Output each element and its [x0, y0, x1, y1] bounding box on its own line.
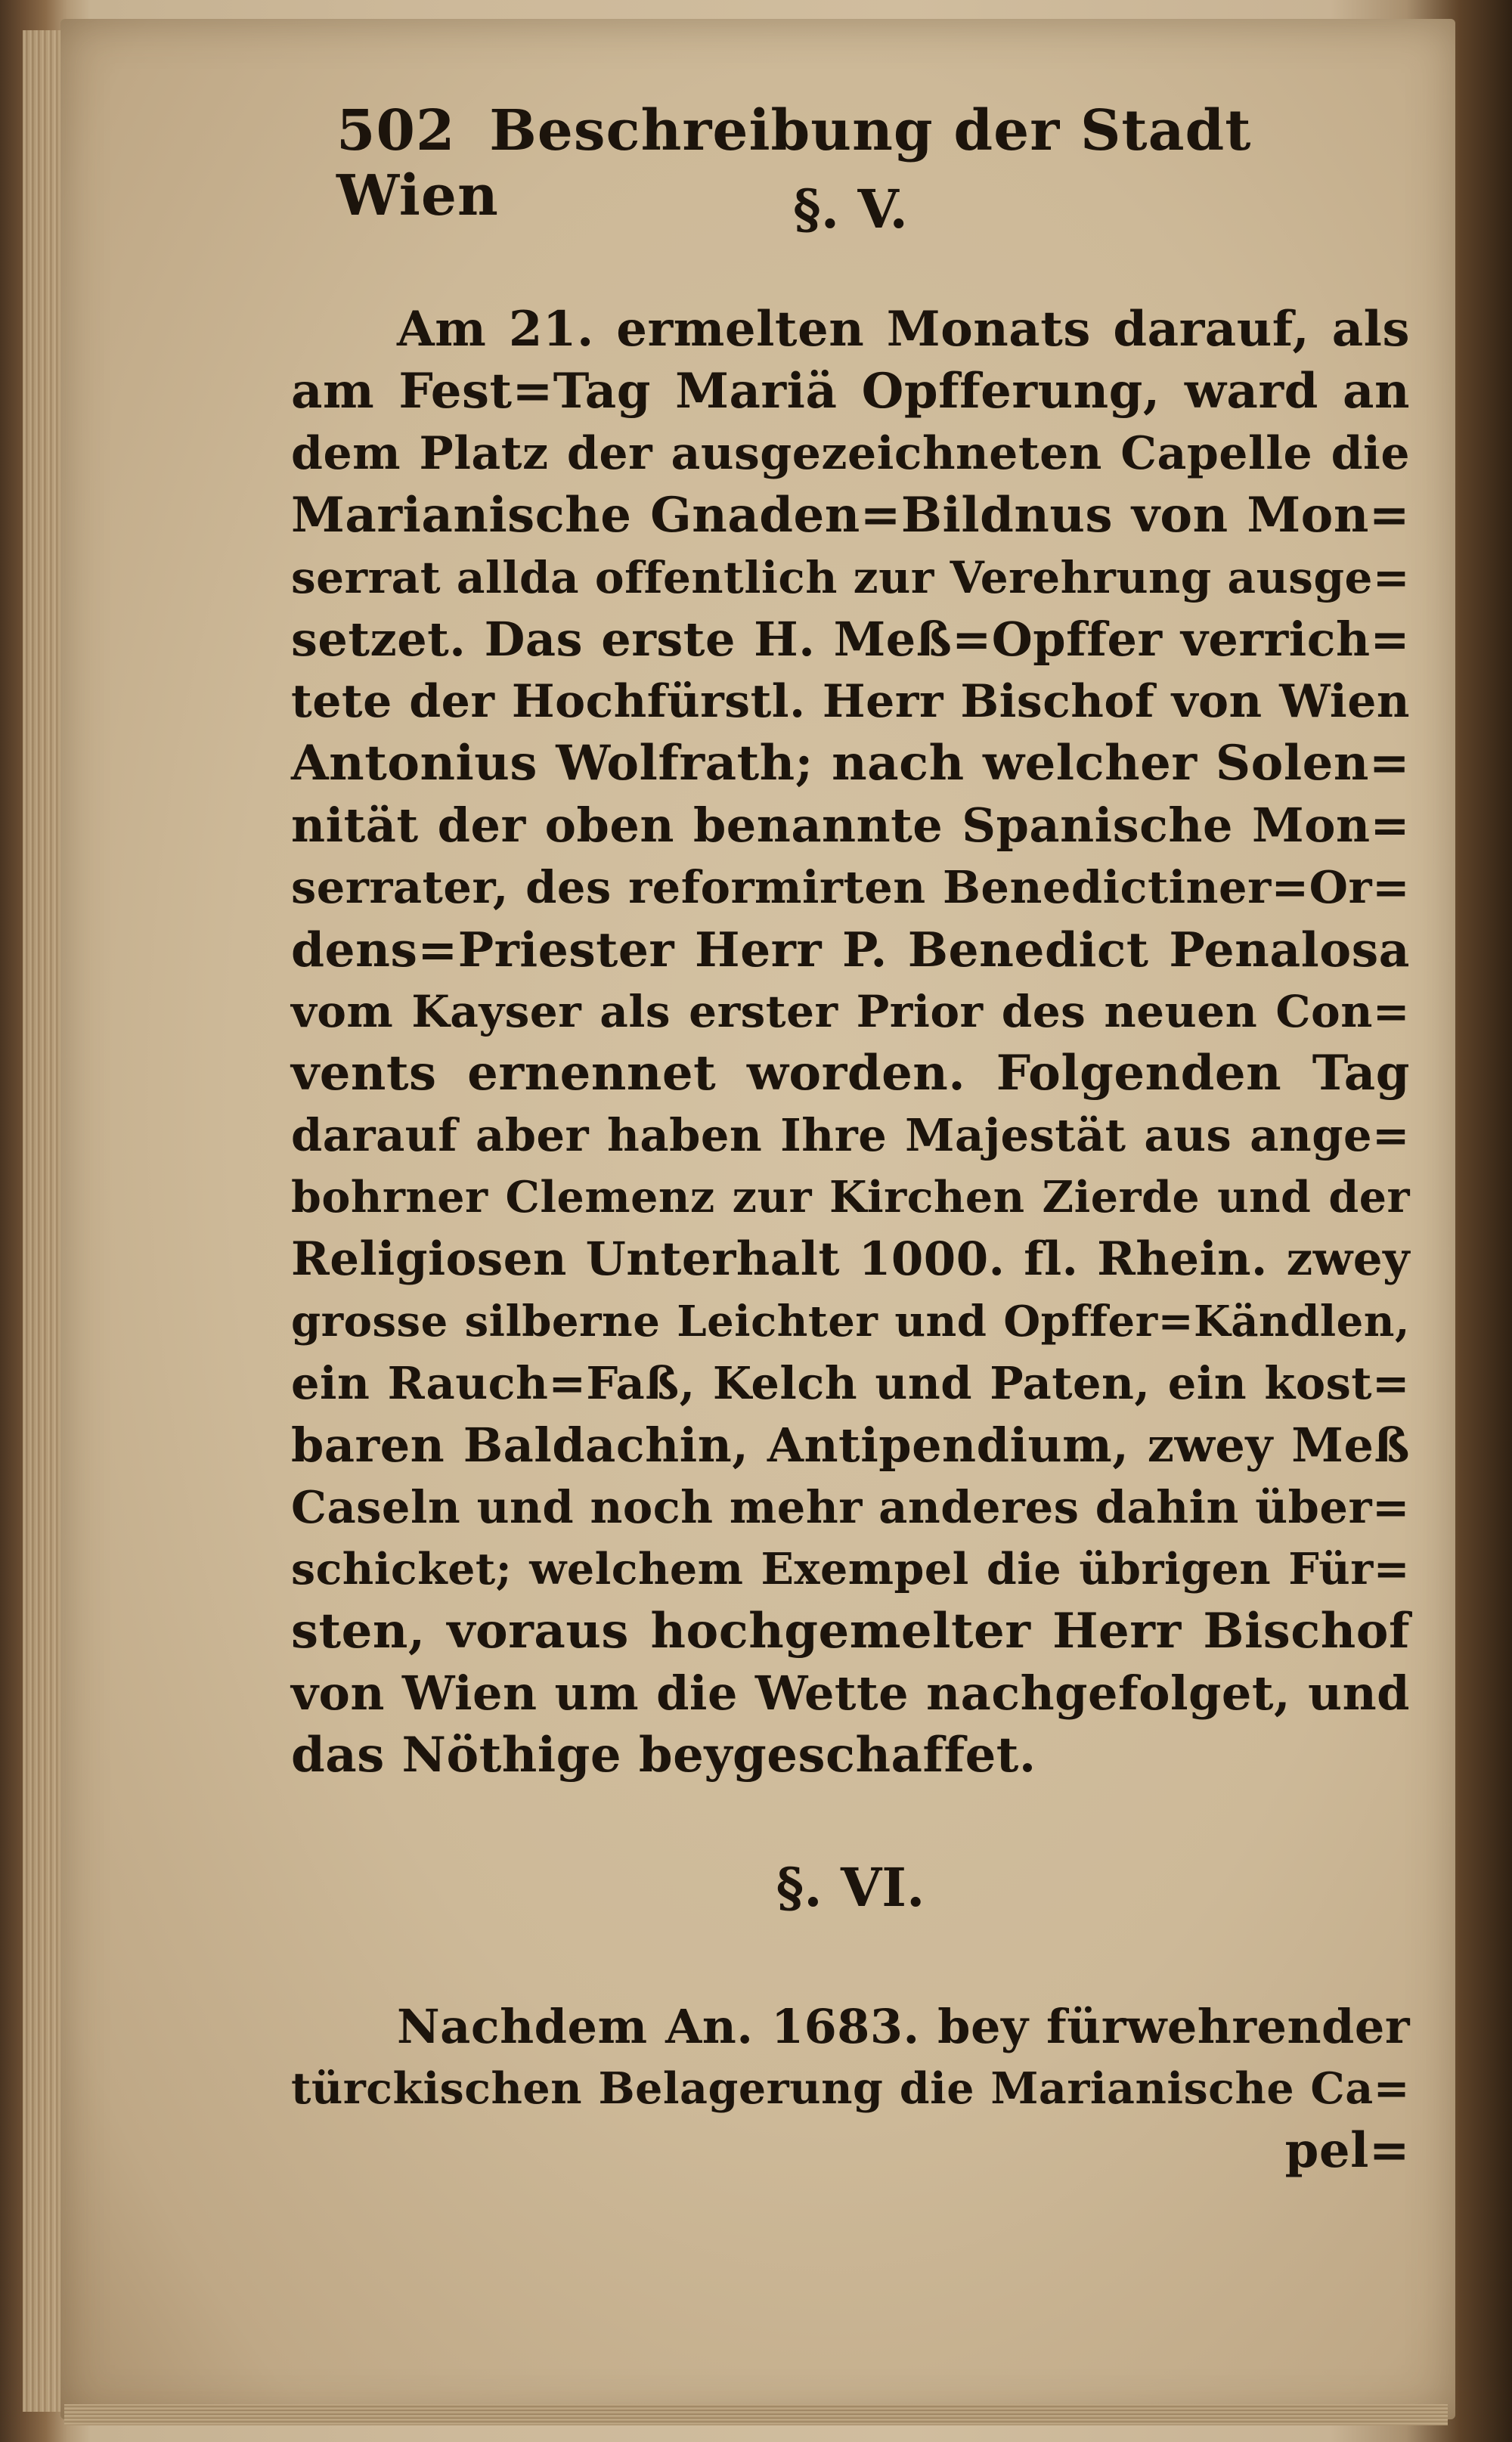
text-line: am Fest=Tag Mariä Opfferung, ward an	[291, 363, 1410, 420]
text-line: ein Rauch=Faß, Kelch und Paten, ein kost=	[291, 1357, 1410, 1409]
text-line: grosse silberne Leichter und Opffer=Kändlen,	[291, 1297, 1410, 1347]
text-line: serrat allda offentlich zur Verehrung ausge=	[291, 552, 1410, 603]
text-line: Caseln und noch mehr anderes dahin über=	[291, 1481, 1410, 1533]
section-vi-body	[291, 1996, 1410, 2182]
page-stack-edge-bottom	[64, 2404, 1448, 2425]
text-line: Marianische Gnaden=Bildnus von Mon=	[291, 487, 1410, 544]
text-line: nität der oben benannte Spanische Mon=	[291, 798, 1410, 853]
section-v-body	[291, 299, 1410, 1787]
page-number: 502	[336, 98, 456, 163]
running-title: Beschreibung der Stadt Wien	[336, 98, 1252, 228]
text-line: tete der Hochfürstl. Herr Bischof von Wien	[291, 675, 1410, 728]
text-line: schicket; welchem Exempel die übrigen Für=	[291, 1544, 1410, 1594]
text-line: Religiosen Unterhalt 1000. fl. Rhein. zwey	[291, 1232, 1410, 1286]
text-line: Antonius Wolfrath; nach welcher Solen=	[291, 735, 1410, 792]
text-line: sten, voraus hochgemelter Herr Bischof	[291, 1603, 1410, 1660]
text-line: Nachdem An. 1683. bey fürwehrender	[397, 1999, 1410, 2054]
catchword: pel=	[1284, 2122, 1410, 2179]
text-line: setzet. Das erste H. Meß=Opffer verrich=	[291, 612, 1410, 667]
text-line: dem Platz der ausgezeichneten Capelle die	[291, 427, 1410, 480]
text-line: serrater, des reformirten Benedictiner=Or=	[291, 861, 1410, 913]
text-line: dens=Priester Herr P. Benedict Penalosa	[291, 922, 1410, 978]
text-line: türckischen Belagerung die Marianische Ca=	[291, 2063, 1410, 2114]
page-stack-edge-left	[23, 30, 64, 2412]
section-heading-v: §. V.	[793, 178, 908, 240]
text-line: vom Kayser als erster Prior des neuen Con=	[291, 986, 1410, 1037]
text-line: von Wien um die Wette nachgefolget, und	[291, 1666, 1410, 1721]
text-line: bohrner Clemenz zur Kirchen Zierde und der	[291, 1172, 1410, 1223]
text-line: Am 21. ermelten Monats darauf, als	[397, 301, 1410, 358]
text-line: das Nöthige beygeschaffet.	[291, 1727, 1036, 1783]
text-line: baren Baldachin, Antipendium, zwey Meß	[291, 1418, 1410, 1473]
text-line: darauf aber haben Ihre Majestät aus ange=	[291, 1109, 1410, 1161]
text-line: vents ernennet worden. Folgenden Tag	[291, 1045, 1410, 1102]
section-heading-vi: §. VI.	[776, 1856, 925, 1919]
